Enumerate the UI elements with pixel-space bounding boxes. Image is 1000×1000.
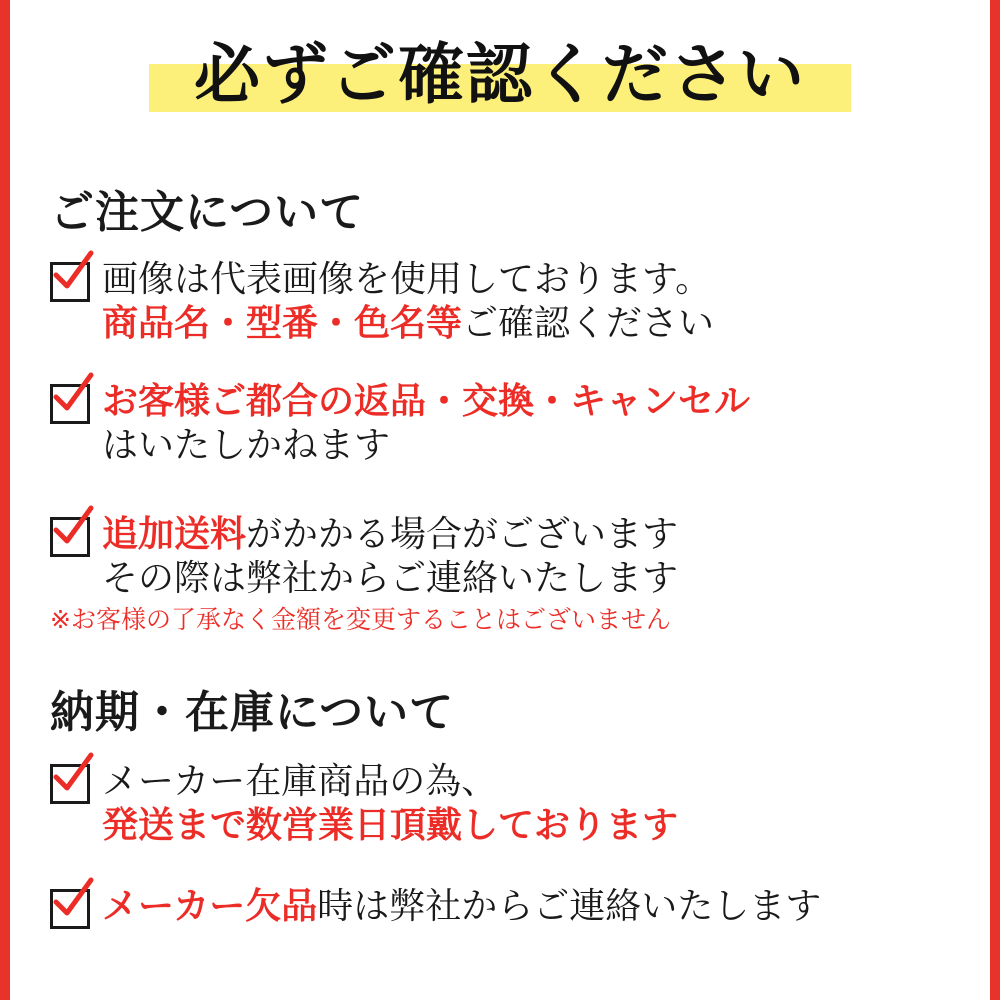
title-block	[10, 36, 990, 118]
notice-item	[50, 380, 970, 468]
notice-line: 発送まで数営業日頂戴しております	[102, 804, 679, 846]
right-red-border	[990, 0, 1000, 1000]
checkbox-checked-icon	[50, 764, 90, 804]
notice-item-lines	[102, 760, 970, 848]
notice-line: 商品名・型番・色名等ご確認ください	[102, 302, 715, 344]
notice-line: 追加送料がかかる場合がございます	[102, 514, 679, 555]
section-heading-order: ご注文について	[50, 187, 365, 238]
checkbox-checked-icon	[50, 889, 90, 929]
checkbox-checked-icon	[50, 517, 90, 557]
notice-line: その際は弊社からご連絡いたします	[102, 557, 679, 599]
checkbox-checked-icon	[50, 262, 90, 302]
notice-line: メーカー在庫商品の為、	[102, 761, 498, 802]
page-title: 必ずご確認ください	[194, 36, 806, 113]
left-red-border	[0, 0, 10, 1000]
notice-item-lines	[102, 380, 970, 468]
notice-line: メーカー欠品時は弊社からご連絡いたします	[102, 886, 822, 927]
notice-footnote: ※お客様の了承なく金額を変更することはございません	[50, 604, 671, 634]
notice-line: お客様ご都合の返品・交換・キャンセル	[102, 381, 751, 422]
notice-item-lines	[102, 885, 970, 929]
notice-content	[10, 0, 990, 1000]
notice-item	[50, 258, 970, 346]
notice-line: 画像は代表画像を使用しております。	[102, 259, 712, 300]
notice-item	[50, 885, 970, 929]
notice-item-lines	[50, 513, 970, 635]
section-heading-delivery: 納期・在庫について	[50, 687, 455, 738]
notice-line: はいたしかねます	[102, 424, 391, 466]
notice-item-lines	[102, 258, 970, 346]
checkbox-checked-icon	[50, 384, 90, 424]
notice-item	[50, 513, 970, 635]
notice-item	[50, 760, 970, 848]
